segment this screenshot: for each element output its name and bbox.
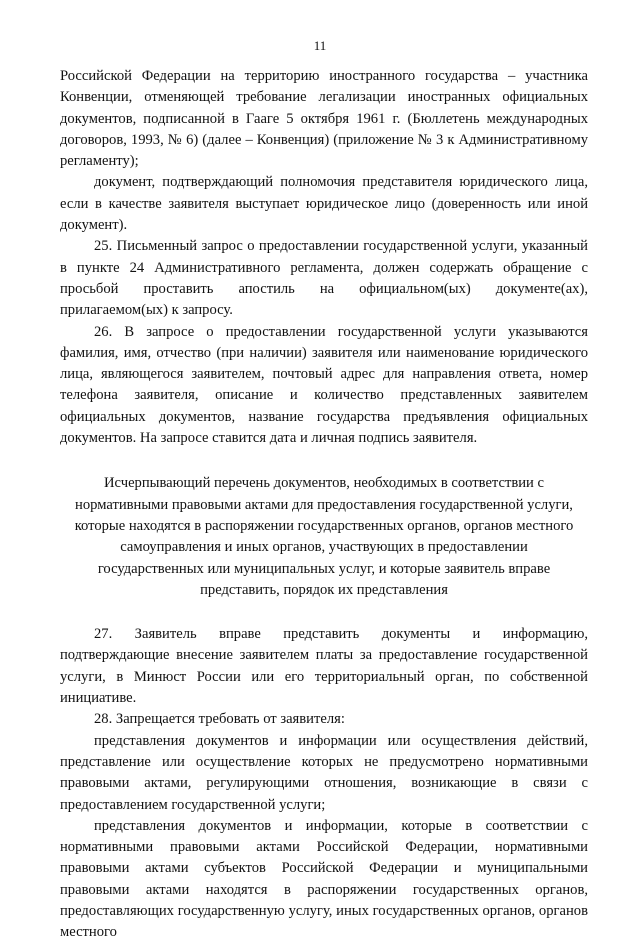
section-heading: Исчерпывающий перечень документов, необходимых в соответствии с нормативными правовыми актами для предоставления государственной услуги, которые находятся в распоряжении государственных органов, органов местного самоуправления и иных органов, участвующих в предоставлении государственных или муниципальных услуг, и которые заявитель вправе представить, порядок их представления	[74, 475, 574, 598]
document-body	[60, 66, 588, 944]
paragraph-27: 27. Заявитель вправе представить документы и информацию, подтверждающие внесение заявителем платы за предоставление государственной услуги, в Минюст России или его территориальный орган, по собственной инициативе.	[60, 626, 588, 707]
paragraph-25: 25. Письменный запрос о предоставлении государственной услуги, указанный в пункте 24 Административного регламента, должен содержать обращение с просьбой проставить апостиль на официальном(ых) документе(ах), прилагаемом(ых) к запросу.	[60, 238, 588, 319]
page-number: 11	[313, 38, 327, 53]
paragraph-28-item-1: представления документов и информации или осуществления действий, представление или осуществление которых не предусмотрено нормативными правовыми актами, регулирующими отношения, возникающие в связи с предоставлением государственной услуги;	[60, 732, 588, 813]
paragraph-28: 28. Запрещается требовать от заявителя:	[94, 711, 345, 728]
paragraph-28-item-2: представления документов и информации, которые в соответствии с нормативными правовыми актами Российской Федерации, нормативными правовыми актами субъектов Российской Федерации и муниципальными правовыми актами находятся в распоряжении государственных органов, предоставляющих государственную услугу, иных государственных органов, органов местного	[60, 817, 588, 941]
paragraph-power-of-attorney: документ, подтверждающий полномочия представителя юридического лица, если в качестве заявителя выступает юридическое лицо (доверенность или иной документ).	[60, 174, 588, 234]
paragraph-convention: Российской Федерации на территорию иностранного государства – участника Конвенции, отменяющей требование легализации иностранных официальных документов, подписанной в Гааге 5 октября 1961 г. (Бюллетень международных договоров, 1993, № 6) (далее – Конвенция) (приложение № 3 к Административному регламенту);	[60, 68, 588, 170]
paragraph-26: 26. В запросе о предоставлении государственной услуги указываются фамилия, имя, отчество (при наличии) заявителя или наименование юридического лица, являющегося заявителем, почтовый адрес для направления ответа, номер телефона заявителя, описание и количество представленных заявителем официальных документов, название государства предъявления официальных документов. На запросе ставится дата и личная подпись заявителя.	[60, 323, 588, 447]
